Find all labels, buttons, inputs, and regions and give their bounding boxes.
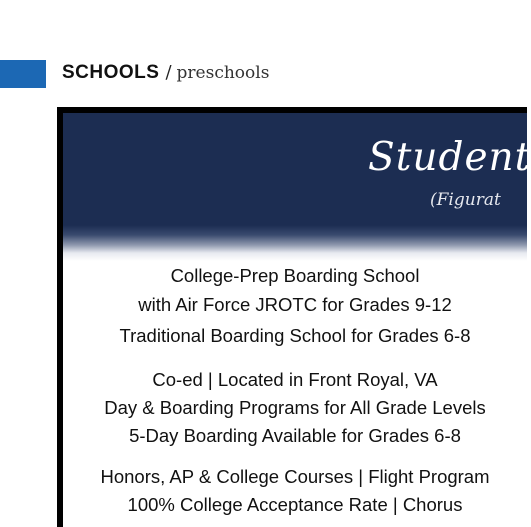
school-advertisement[interactable] [57,107,531,527]
advertisement-panel [63,113,531,527]
ad-line: Traditional Boarding School for Grades 6-8 [119,325,471,346]
ad-line: College-Prep Boarding School [170,265,420,286]
ad-line: Day & Boarding Programs for All Grade Levels [104,397,486,418]
breadcrumb-subcategory[interactable]: preschools [176,63,270,83]
ad-line: Co-ed | Located in Front Royal, VA [152,369,438,390]
ad-title: Student [368,135,531,180]
section-accent-bar [0,60,46,88]
ad-line: with Air Force JROTC for Grades 9-12 [138,294,452,315]
ad-line: 100% College Acceptance Rate | Chorus [127,494,463,515]
breadcrumb-category[interactable]: SCHOOLS [62,62,160,83]
ad-line: Honors, AP & College Courses | Flight Program [100,466,490,487]
breadcrumb [62,62,269,86]
ad-subtitle: (Figurat [430,190,501,210]
breadcrumb-separator: / [165,62,172,83]
ad-line: 5-Day Boarding Available for Grades 6-8 [129,425,461,446]
